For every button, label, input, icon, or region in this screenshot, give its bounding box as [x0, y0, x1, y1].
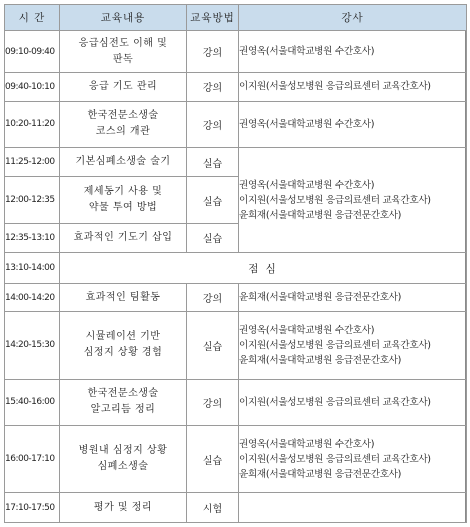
content-line: 효과적인 팀활동 — [85, 291, 161, 303]
instructor-line: 권영옥(서울대학교병원 수간호사) — [239, 46, 375, 58]
instructor-line: 윤희재(서울대학교병원 응급전문간호사) — [239, 292, 402, 303]
content-cell — [60, 73, 187, 101]
instructor-line: 권영옥(서울대학교병원 수간호사) — [239, 118, 375, 130]
instructor-line: 이지원(서울성모병원 응급의료센터 교육간호사) — [239, 81, 431, 93]
method-cell: 강의 — [187, 31, 239, 73]
time-cell: 16:00-17:10 — [5, 425, 60, 492]
method-cell: 강의 — [187, 283, 239, 311]
content-line: 심정지 상황 경험 — [83, 347, 163, 359]
content-cell — [60, 223, 187, 252]
content-cell — [60, 312, 187, 379]
instructor-line: 이지원(서울성모병원 응급의료센터 교육간호사) — [239, 194, 431, 206]
time-cell: 09:40-10:10 — [5, 73, 60, 101]
instructor-cell-shared — [239, 147, 467, 252]
instructor-cell — [239, 73, 467, 101]
content-cell — [60, 425, 187, 492]
time-cell: 14:20-15:30 — [5, 312, 60, 379]
content-cell — [60, 101, 187, 147]
table-row-lunch — [5, 253, 467, 284]
content-cell — [60, 31, 187, 73]
method-cell: 강의 — [187, 101, 239, 147]
instructor-cell — [239, 425, 467, 492]
content-cell — [60, 177, 187, 223]
header-time: 시 간 — [5, 5, 60, 31]
content-line: 평가 및 정리 — [93, 501, 153, 513]
table-row — [5, 73, 467, 101]
instructor-line: 이지원(서울성모병원 응급의료센터 교육간호사) — [239, 396, 431, 408]
instructor-cell — [239, 312, 467, 379]
method-cell: 실습 — [187, 223, 239, 252]
instructor-cell — [239, 283, 467, 311]
instructor-line: 이지원(서울성모병원 응급의료센터 교육간호사) — [239, 453, 431, 465]
content-cell — [60, 379, 187, 425]
instructor-line: 권영옥(서울대학교병원 수간호사) — [239, 179, 375, 191]
table-row — [5, 101, 467, 147]
header-instructor: 강사 — [239, 5, 467, 31]
instructor-line: 이지원(서울성모병원 응급의료센터 교육간호사) — [239, 339, 431, 351]
table-row — [5, 425, 467, 492]
content-line: 병원내 심정지 상황 — [78, 445, 168, 457]
time-cell: 09:10-09:40 — [5, 31, 60, 73]
table-row — [5, 147, 467, 176]
content-cell — [60, 283, 187, 311]
instructor-line: 권영옥(서울대학교병원 수간호사) — [239, 438, 375, 450]
instructor-line: 윤희재(서울대학교병원 응급전문간호사) — [239, 354, 402, 366]
instructor-line: 권영옥(서울대학교병원 수간호사) — [239, 324, 375, 336]
table-row — [5, 379, 467, 425]
content-line: 응급심전도 이해 및 — [78, 37, 168, 49]
table-row — [5, 312, 467, 379]
method-cell: 실습 — [187, 147, 239, 176]
content-line: 응급 기도 관리 — [88, 80, 158, 92]
content-line: 판독 — [112, 53, 134, 65]
table-row — [5, 31, 467, 73]
time-cell: 14:00-14:20 — [5, 283, 60, 311]
header-row — [5, 5, 467, 31]
content-line: 한국전문소생술 — [87, 388, 159, 400]
time-cell: 13:10-14:00 — [5, 253, 60, 284]
content-cell — [60, 147, 187, 176]
method-cell: 실습 — [187, 312, 239, 379]
instructor-line: 윤희재(서울대학교병원 응급전문간호사) — [239, 209, 402, 221]
table-row — [5, 493, 467, 523]
time-cell: 12:00-12:35 — [5, 177, 60, 223]
method-cell: 실습 — [187, 177, 239, 223]
content-line: 제세동기 사용 및 — [83, 186, 163, 198]
header-content: 교육내용 — [60, 5, 187, 31]
instructor-line: 윤희재(서울대학교병원 응급전문간호사) — [239, 468, 402, 480]
schedule-table — [4, 4, 467, 523]
time-cell: 10:20-11:20 — [5, 101, 60, 147]
content-line: 한국전문소생술 — [87, 110, 159, 122]
content-line: 코스의 개관 — [95, 126, 151, 138]
instructor-cell — [239, 31, 467, 73]
content-line: 기본심폐소생술 술기 — [75, 156, 171, 168]
lunch-cell: 점 심 — [60, 253, 467, 284]
content-line: 효과적인 기도기 삽입 — [73, 231, 173, 243]
method-cell: 강의 — [187, 379, 239, 425]
instructor-cell-empty — [239, 493, 467, 523]
content-line: 알고리듬 정리 — [90, 404, 156, 416]
time-cell: 17:10-17:50 — [5, 493, 60, 523]
content-cell — [60, 493, 187, 523]
method-cell: 실습 — [187, 425, 239, 492]
content-line: 약물 투여 방법 — [88, 202, 158, 214]
time-cell: 15:40-16:00 — [5, 379, 60, 425]
method-cell: 강의 — [187, 73, 239, 101]
method-cell: 시험 — [187, 493, 239, 523]
table-row — [5, 283, 467, 311]
content-line: 심폐소생술 — [97, 461, 149, 473]
header-method: 교육방법 — [187, 5, 239, 31]
time-cell: 11:25-12:00 — [5, 147, 60, 176]
instructor-cell — [239, 379, 467, 425]
time-cell: 12:35-13:10 — [5, 223, 60, 252]
instructor-cell — [239, 101, 467, 147]
content-line: 시뮬레이션 기반 — [85, 331, 161, 343]
